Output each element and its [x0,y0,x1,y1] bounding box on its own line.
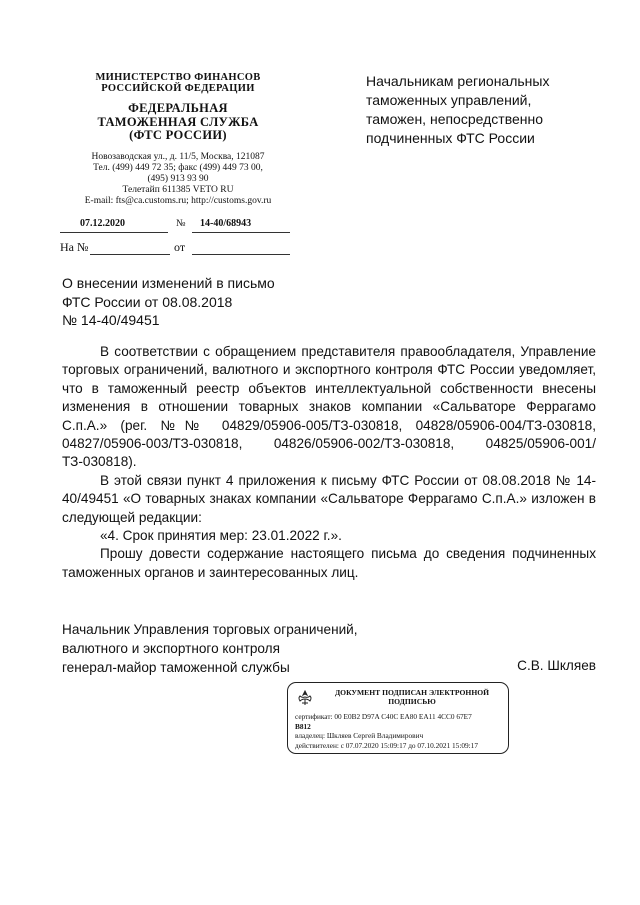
reference-underline [90,254,170,255]
letter-body [62,343,596,582]
signer-position-line-3: генерал-майор таможенной службы [62,660,290,675]
signer-position [62,620,402,677]
body-paragraph-1: В соответствии с обращением представителя правообладателя, Управление торговых ограничений, валютного и экспортного контроля ФТС России уведомляет, что в таможенный реестр объектов интеллектуальной собственности внесены изменения в отношении товарных знаков компании «Сальваторе Феррагамо С.п.А.» (рег. №№ 04829/05906-005/ТЗ-030818, 04828/05906-004/ТЗ-030818, 04827/05906-003/ТЗ-030818, 04826/05906-002/ТЗ-030818, 04825/05906-001/ТЗ-030818). [62,344,596,470]
ministry-line-2: РОССИЙСКОЙ ФЕДЕРАЦИИ [101,83,255,94]
registration-date: 07.12.2020 [80,218,125,229]
letterhead [58,72,298,207]
signer-position-line-1: Начальник Управления торговых ограничений, [62,622,358,637]
registration-line [60,218,300,234]
addressee-line-2: таможенных управлений, [366,92,532,108]
stamp-title-line-1: ДОКУМЕНТ ПОДПИСАН ЭЛЕКТРОННОЙ [334,688,490,697]
reference-label: На № [60,240,89,254]
signer-position-line-2: валютного и экспортного контроля [62,641,280,656]
ministry-name [58,72,298,94]
addressee-line-3: таможен, непосредственно [366,111,544,127]
reference-line [60,240,300,256]
stamp-certificate: сертификат: 00 E0B2 D97A C40C EA80 EA11 4CC0 67E7 [295,712,472,721]
subject-block [62,274,322,330]
subject-line-3: № 14-40/49451 [62,312,160,328]
reference-from: от [174,240,186,254]
body-paragraph-2: В этой связи пункт 4 приложения к письму ФТС России от 08.08.2018 № 14-40/49451 «О товарных знаках компании «Сальваторе Феррагамо С.п.А.» изложен в следующей редакции: [62,472,596,525]
telex-line: Телетайп 611385 VETO RU [122,184,234,195]
stamp-certificate-2: B812 [295,721,311,731]
email-line: E-mail: fts@ca.customs.ru; http://customs.gov.ru [84,195,272,206]
service-line-1: ФЕДЕРАЛЬНАЯ [128,101,228,115]
contact-block [58,152,298,207]
electronic-signature-stamp [287,682,509,754]
service-line-3: (ФТС РОССИИ) [129,128,227,142]
stamp-title [320,688,504,706]
subject-line-2: ФТС России от 08.08.2018 [62,293,233,310]
stamp-validity: действителен: с 07.07.2020 15:09:17 до 07.10.2021 15:09:17 [295,740,478,750]
addressee-line-1: Начальникам региональных [366,73,550,89]
body-paragraph-3: «4. Срок принятия мер: 23.01.2022 г.». [100,528,342,544]
body-paragraph-4: Прошу довести содержание настоящего письма до сведения подчиненных таможенных органов и заинтересованных лиц. [62,546,596,580]
phone-line-2: (495) 913 93 90 [147,173,209,184]
registration-number: 14-40/68943 [200,218,252,229]
addressee-block [366,72,596,148]
number-sign: № [176,218,186,229]
address-line: Новозаводская ул., д. 11/5, Москва, 121087 [91,151,265,162]
stamp-owner: владелец: Шкляев Сергей Владимирович [295,731,424,741]
addressee-line-4: подчиненных ФТС России [366,130,535,146]
stamp-details [295,712,507,750]
subject-line-1: О внесении изменений в письмо [62,275,275,291]
ministry-line-1: МИНИСТЕРСТВО ФИНАНСОВ [95,72,261,83]
number-underline [192,232,290,233]
service-name [58,102,298,143]
stamp-title-line-2: ПОДПИСЬЮ [388,697,436,706]
emblem-icon [296,689,314,707]
signer-name: С.В. Шкляев [517,658,596,673]
service-line-2: ТАМОЖЕННАЯ СЛУЖБА [97,114,259,129]
reference-date-underline [192,254,290,255]
phone-line: Тел. (499) 449 72 35; факс (499) 449 73 00, [93,162,263,173]
date-underline [60,232,168,233]
